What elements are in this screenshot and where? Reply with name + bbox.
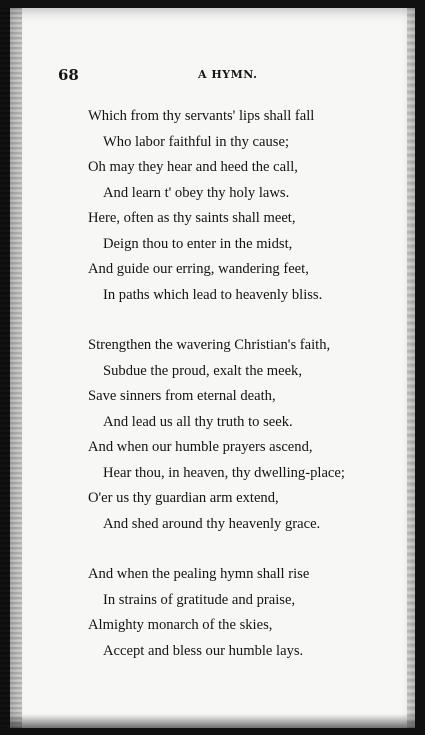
poem-line: Save sinners from eternal death,	[88, 388, 276, 404]
poem-line: Here, often as thy saints shall meet,	[88, 210, 296, 226]
poem-line: And guide our erring, wandering feet,	[88, 261, 309, 277]
stanza-1	[88, 104, 408, 308]
running-title: A HYMN.	[198, 68, 258, 81]
poem-line: O'er us thy guardian arm extend,	[88, 490, 279, 506]
poem-line: Accept and bless our humble lays.	[103, 642, 304, 659]
page-number: 68	[58, 66, 79, 84]
page-edge-left	[0, 8, 22, 728]
poem-line: Strengthen the wavering Christian's faith,	[88, 337, 331, 353]
page-edge-bottom	[10, 714, 415, 728]
poem-line: And learn t' obey thy holy laws.	[103, 184, 290, 201]
stanza-2	[88, 333, 408, 537]
poem-line: In paths which lead to heavenly bliss.	[103, 286, 323, 303]
page-header	[58, 66, 378, 86]
poem-line: And when our humble prayers ascend,	[88, 439, 313, 455]
poem-line: Oh may they hear and heed the call,	[88, 159, 298, 175]
poem-line: Almighty monarch of the skies,	[88, 617, 273, 633]
poem-line: Hear thou, in heaven, thy dwelling-place;	[103, 464, 345, 481]
poem-line: In strains of gratitude and praise,	[103, 591, 296, 608]
poem-line: Subdue the proud, exalt the meek,	[103, 362, 302, 379]
poem-line: And lead us all thy truth to seek.	[103, 413, 293, 430]
page-edge-right	[407, 8, 415, 728]
poem-line: Which from thy servants' lips shall fall	[88, 108, 315, 124]
poem-line: Deign thou to enter in the midst,	[103, 235, 293, 252]
poem-line: And shed around thy heavenly grace.	[103, 515, 321, 532]
poem-line: Who labor faithful in thy cause;	[103, 133, 290, 150]
stanza-3	[88, 562, 408, 664]
poem-line: And when the pealing hymn shall rise	[88, 566, 310, 582]
hymn-text	[88, 104, 408, 664]
